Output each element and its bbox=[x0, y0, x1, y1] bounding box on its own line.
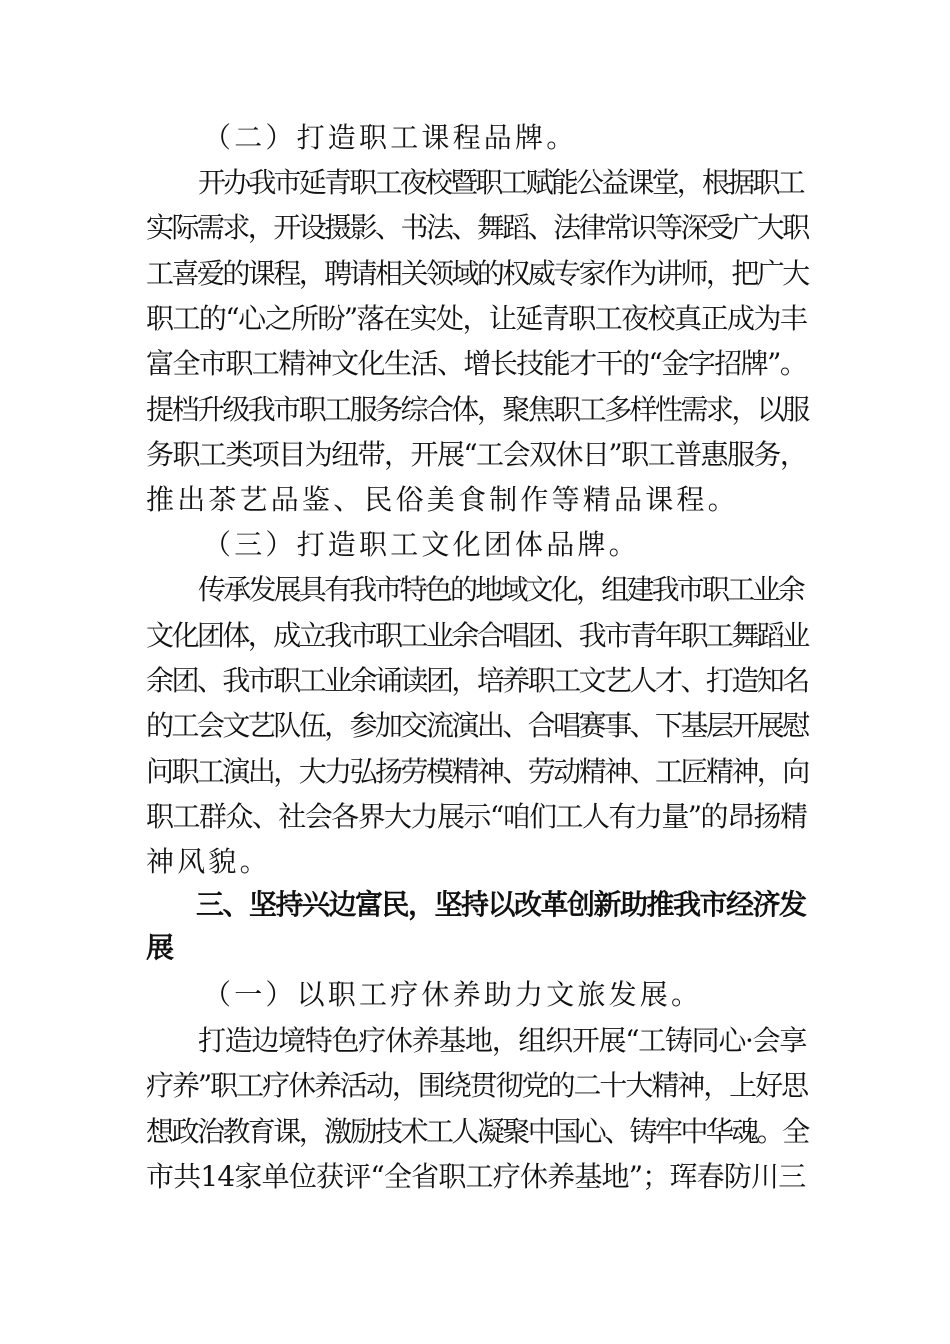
paragraph-line: 开办我市延青职工夜校暨职工赋能公益课堂，根据职工 bbox=[198, 166, 803, 199]
paragraph-line: 实际需求，开设摄影、书法、舞蹈、法律常识等深受广大职 bbox=[146, 211, 808, 244]
paragraph-line: 市共14家单位获评“全省职工疗休养基地”；珲春防川三 bbox=[146, 1160, 806, 1193]
paragraph-line: 问职工演出，大力弘扬劳模精神、劳动精神、工匠精神，向 bbox=[146, 755, 808, 788]
paragraph-line: 疗养”职工疗休养活动，围绕贯彻党的二十大精神，上好思 bbox=[146, 1069, 808, 1102]
section-heading-three-continued: 展 bbox=[146, 931, 176, 964]
paragraph-line: 余团、我市职工业余诵读团，培养职工文艺人才、打造知名 bbox=[146, 664, 808, 697]
section-heading-three: 三、坚持兴边富民，坚持以改革创新助推我市经济发 bbox=[196, 888, 806, 921]
paragraph-line: 传承发展具有我市特色的地域文化，组建我市职工业余 bbox=[198, 573, 803, 606]
paragraph-line: 职工群众、社会各界大力展示“咱们工人有力量”的昂扬精 bbox=[146, 800, 807, 833]
subheading-culture-group-brand: （三）打造职工文化团体品牌。 bbox=[203, 528, 640, 561]
paragraph-line: 打造边境特色疗休养基地，组织开展“工铸同心·会享 bbox=[198, 1024, 807, 1057]
paragraph-line: 务职工类项目为纽带，开展“工会双休日”职工普惠服务， bbox=[146, 438, 807, 471]
paragraph-line: 富全市职工精神文化生活、增长技能才干的“金字招牌”。 bbox=[146, 347, 807, 380]
paragraph-line: 想政治教育课，激励技术工人凝聚中国心、铸牢中华魂。全 bbox=[146, 1115, 808, 1148]
paragraph-line: 提档升级我市职工服务综合体，聚焦职工多样性需求，以服 bbox=[146, 393, 808, 426]
paragraph-line: 工喜爱的课程，聘请相关领域的权威专家作为讲师，把广大 bbox=[146, 257, 808, 290]
paragraph-line: 职工的“心之所盼”落在实处，让延青职工夜校真正成为丰 bbox=[146, 302, 807, 335]
subheading-course-brand: （二）打造职工课程品牌。 bbox=[203, 121, 578, 154]
paragraph-line: 文化团体，成立我市职工业余合唱团、我市青年职工舞蹈业 bbox=[146, 619, 808, 652]
paragraph-line: 推出茶艺品鉴、民俗美食制作等精品课程。 bbox=[146, 483, 739, 516]
paragraph-line: 神风貌。 bbox=[146, 845, 271, 878]
subheading-recuperation-tourism: （一）以职工疗休养助力文旅发展。 bbox=[203, 978, 703, 1011]
paragraph-line: 的工会文艺队伍，参加交流演出、合唱赛事、下基层开展慰 bbox=[146, 709, 808, 742]
